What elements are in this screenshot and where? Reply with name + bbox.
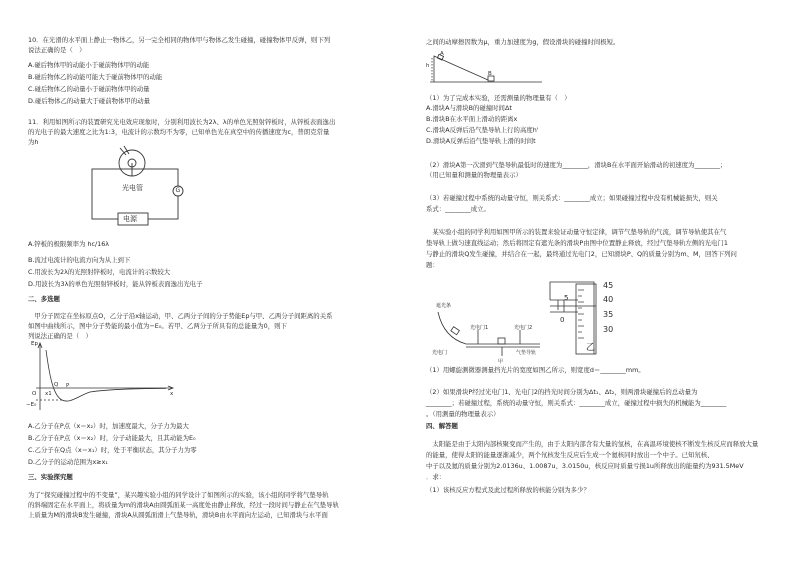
sub-option: A.滑块A与滑块B的碰撞时间Δt [426, 104, 512, 112]
figure-label: 甲 [498, 359, 504, 365]
q10-stem: 说法正确的是（ ） [28, 46, 86, 54]
graph-label: P [66, 383, 70, 389]
sub-question: （2）滑块A第一次滑到气垫导轨最低时的速度为________，滑块B在水平面开始滑动的初速度为________； [426, 161, 727, 169]
q11-stem: 为h [28, 138, 39, 146]
figure-label: 光电门 [432, 350, 448, 356]
section-heading: 二、多选题 [28, 295, 60, 303]
figure-label: 气垫导轨 [516, 350, 537, 356]
figure-label: A [440, 51, 444, 57]
q14-stem: 题： [426, 261, 439, 269]
q10-option: C.碰后物体乙的动量小于碰前物体甲的动量 [28, 85, 150, 93]
micrometer-figure [548, 276, 698, 356]
q14-stem: 某实验小组的同学利用如图甲所示的装置来验证动量守恒定律，调节气垫导轨的气流，调节导轨使其在气 [426, 228, 727, 236]
sub-question: （1）用螺旋测微器测量挡光片的宽度如图乙所示，则宽度d＝________mm。 [426, 366, 645, 374]
q11-option: D.用波长为3λ的单色光照射锌板时，能从锌板表面逸出光电子 [28, 280, 203, 288]
scale-tick: 40 [603, 295, 614, 304]
scale-main: 0 [560, 316, 565, 324]
figure-label: 光电门1 [470, 325, 489, 331]
sub-question: 。（用测量的物理量表示） [426, 410, 500, 418]
figure-label: 遮光条 [436, 303, 452, 309]
scale-main: 5 [564, 294, 569, 302]
q12-option: B.乙分子在P点（x＝x₂）时，分子动能最大，且其动能为E₀ [28, 434, 196, 442]
right-column [398, 0, 768, 562]
scale-tick: 30 [603, 325, 614, 334]
phototube-label: 光电管 [122, 184, 143, 192]
q12-stem: 列说法正确的是（ ） [28, 332, 92, 340]
q13-stem: 的斜端固定在水平面上，将质量为m的滑块A由圆弧面某一高度处由静止释放，经过一段时间与静止在气垫导轨 [28, 501, 339, 509]
graph-label: x [170, 391, 174, 397]
figure-label: 光电门2 [514, 325, 533, 331]
q15-stem: 的能量，使得太阳的能量逐渐减少，两个氘核发生反应后生成一个氦核同时放出一个中子。已知氘核、 [426, 451, 714, 459]
sub-option: B.滑块B在水平面上滑动的距离x [426, 115, 518, 123]
ramp-track-figure [426, 48, 546, 88]
q12-stem: 甲分子固定在坐标原点O，乙分子沿x轴运动，甲、乙两分子间的分子势能Ep与甲、乙两分子间距离的关系 [28, 312, 333, 320]
q11-option: A.锌板的极限频率为 hc/16λ [28, 240, 110, 248]
sub-question: （1）为了完成本实验，还需测量的物理量有（ ） [426, 94, 571, 102]
graph-label: O [32, 391, 37, 397]
q13-stem: 为了“探究碰撞过程中的不变量”，某兴趣实验小组的同学设计了如图所示的实验，该小组的同学将气垫导轨 [28, 491, 329, 499]
q15-stem: ．求： [426, 473, 446, 481]
section-heading: 四、解答题 [426, 422, 458, 430]
sub-question: （3）若碰撞过程中系统的动量守恒，则关系式：________成立；如果碰撞过程中没有机械能损失，则关 [426, 194, 718, 202]
q10-stem: 10．在光滑的水平面上静止一物体乙，另一完全相同的物体甲与物体乙发生碰撞，碰撞物体甲反弹，则下列 [28, 36, 331, 44]
q12-option: D.乙分子的运动范围为x≥x₁ [28, 458, 108, 466]
q11-option: C.用波长为2λ的光照射锌板时，电流计的示数较大 [28, 268, 171, 276]
sub-option: D.滑块A反弹后沿气垫导轨上滑的时间t [426, 137, 536, 145]
left-column [0, 0, 372, 562]
graph-label: −E₀ [26, 402, 37, 408]
graph-label: x1 [45, 391, 52, 397]
q15-stem: 太阳能是由于太阳内部核聚变而产生的，由于太阳内部含有大量的氢核，在高温环境使核不断发生核反应而释放大量 [426, 440, 759, 448]
sub-question: ________；若碰撞过程，系统的动量守恒，则关系式：________成立，碰撞过程中损失的机械能为________ [426, 399, 727, 407]
q14-stem: 与静止的滑块Q发生碰撞，并结合在一起，最终通过光电门2，已知滑块P、Q的质量分别为m、M，回答下列问 [426, 250, 737, 258]
graph-label: Ep [31, 341, 38, 347]
sub-option: C.滑块A反弹后沿气垫导轨上行的高度h' [426, 126, 539, 134]
sub-question: （2）如果滑块P经过光电门1、光电门2的挡光时间分别为Δt₁、Δt₂，则两滑块碰撞后的总动量为 [426, 388, 698, 396]
q15-stem: （1）该核反应方程式及此过程所释放的核能分别为多少？ [426, 486, 590, 494]
q12-option: C.乙分子在Q点（x＝x₁）时，处于平衡状态，其分子力为零 [28, 446, 197, 454]
q13-stem: 上质量为M的滑块B发生碰撞，滑块A从圆弧面滑上气垫导轨，滑块B由水平面向左运动，已知滑块与水平面 [28, 511, 328, 519]
q11-stem: 的光电子的最大速度之比为1:3，电流计的示数均不为零，已知单色光在真空中的传播速度为c，普朗克常量 [28, 128, 330, 136]
sub-question: （用已知量和测量的物理量表示） [426, 171, 522, 179]
q11-option: B.流过电流计的电流方向为从上到下 [28, 256, 131, 264]
q10-option: A.碰后物体甲的动能小于碰前物体甲的动能 [28, 61, 150, 69]
galvanometer-label: G [175, 187, 181, 194]
figure-label: h [426, 63, 430, 69]
graph-label: Q [54, 382, 59, 388]
q13-stem: 之间的动摩擦因数为μ，重力加速度为g，假设滑块的碰撞时间极短。 [426, 38, 620, 46]
q12-option: A.乙分子在P点（x＝x₂）时，加速度最大，分子力为最大 [28, 422, 189, 430]
potential-energy-graph [28, 340, 178, 412]
power-source-label: 电源 [123, 215, 137, 223]
q14-stem: 垫导轨上做匀速直线运动；然后将固定有遮光条的滑块P由图中位置静止释放，经过气垫导轨左侧的光电门1 [426, 239, 728, 247]
sub-question: 系式：________成立。 [426, 205, 490, 213]
scale-tick: 45 [603, 281, 614, 290]
q12-stem: 如图中曲线所示，图中分子势能的最小值为−E₀。若甲、乙两分子所具有的总能量为0，则下 [28, 322, 287, 330]
q11-stem: 11．利用如图所示的装置研究光电效应现象时，分别利用波长为2λ、λ的单色光照射锌板时，从锌板表面逸出 [28, 118, 336, 126]
figure-label: 乙 [586, 343, 596, 353]
q15-stem: 中子以及氦的质量分别为2.0136u、1.0087u、3.0150u，核反应时质量亏损1u所释放出的能量约为931.5MeV [426, 462, 744, 470]
q10-option: B.碰后物体乙的动能可能大于碰前物体甲的动能 [28, 73, 163, 81]
scale-tick: 35 [603, 310, 614, 319]
section-heading: 三、实验探究题 [28, 473, 73, 481]
figure-label: B [488, 71, 492, 77]
q10-option: D.碰后物体乙的动量大于碰前物体甲的动量 [28, 97, 150, 105]
